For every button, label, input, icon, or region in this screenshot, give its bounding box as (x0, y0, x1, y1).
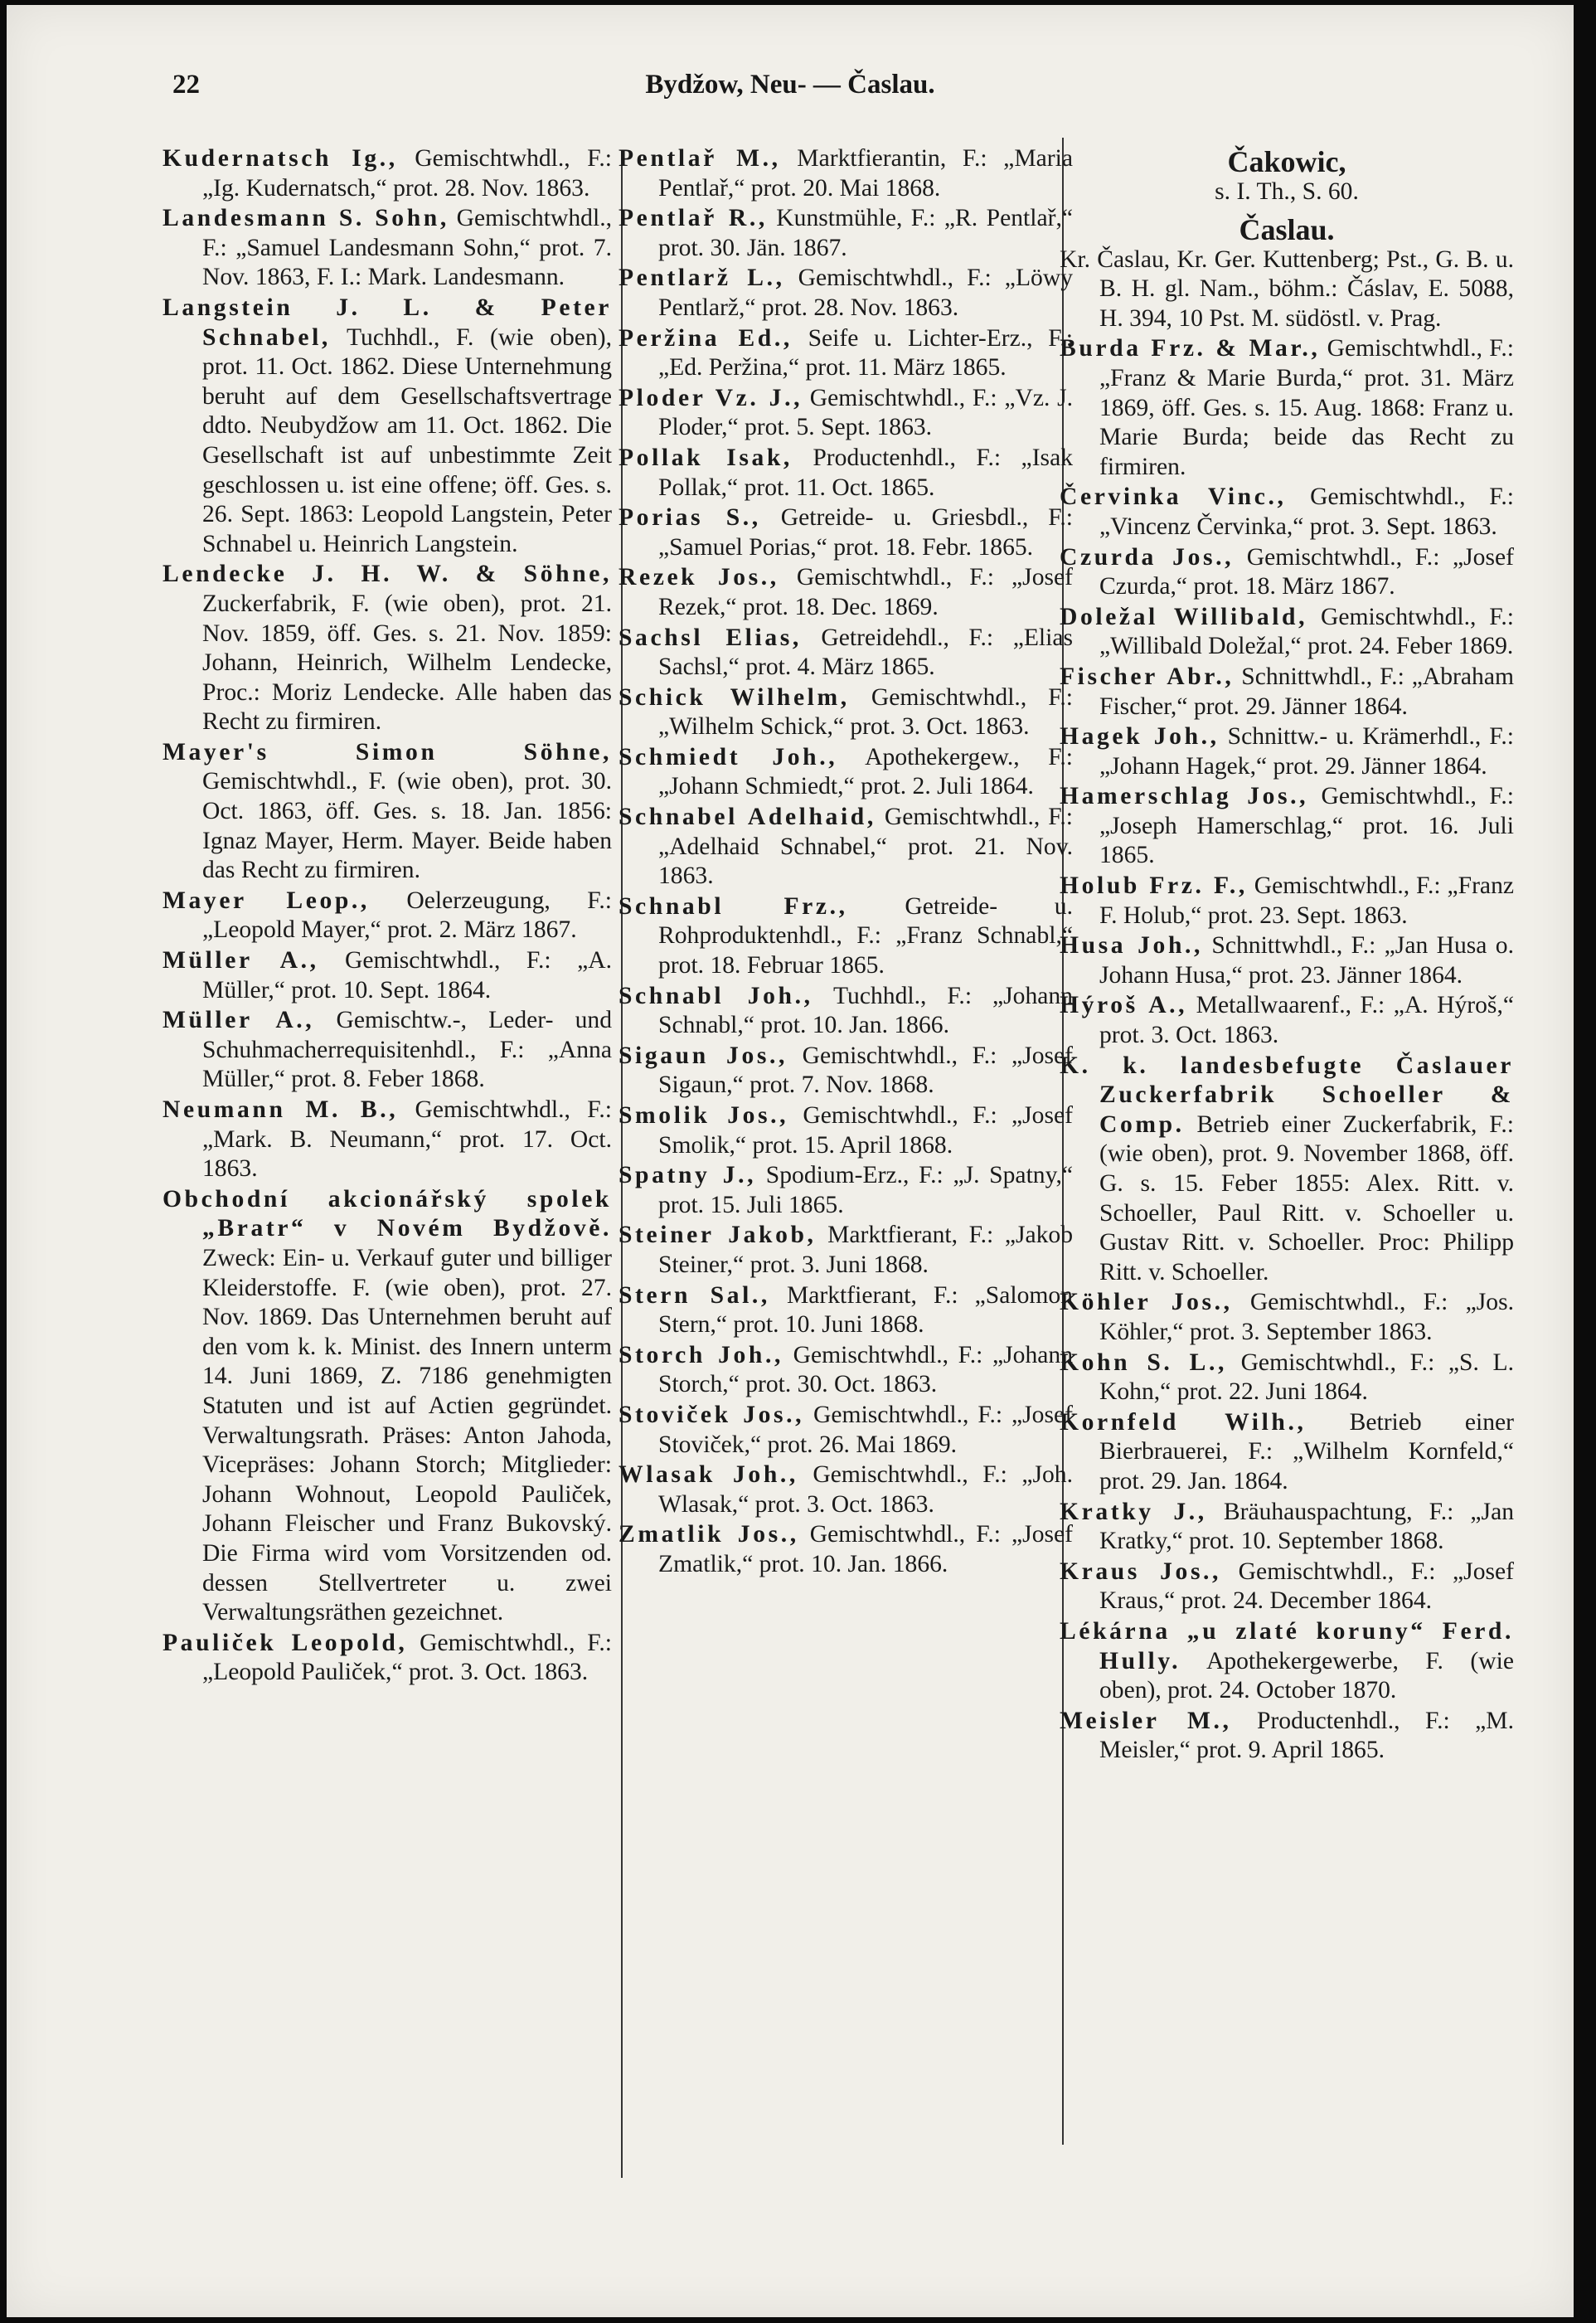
directory-entry (1060, 991, 1514, 1050)
entry-text: Marktfierantin, F.: „Maria Pentlař,“ prot. 20. Mai 1868. (658, 145, 1073, 202)
directory-entry (163, 887, 612, 945)
directory-entry (619, 1101, 1073, 1160)
entry-text: Gemischtwhdl., F.: „Josef Sigaun,“ prot. 7. Nov. 1868. (658, 1042, 1074, 1099)
entry-text: Gemischtwhdl., F.: „A. Müller,“ prot. 10. Sept. 1864. (202, 947, 612, 1004)
entry-name: Hýroš A., (1060, 992, 1188, 1019)
entry-name: Müller A., (163, 947, 319, 974)
town-heading: Časlau. (1239, 212, 1335, 246)
directory-page (7, 5, 1574, 2317)
entry-name: Müller A., (163, 1007, 315, 1034)
entry-name: Holub Frz. F., (1060, 872, 1248, 900)
entry-text: Gemischtwhdl., F.: „Löwy Pentlarž,“ prot. 28. Nov. 1863. (658, 265, 1073, 321)
entry-text: Bräuhauspachtung, F.: „Jan Kratky,“ prot. 10. September 1868. (1099, 1498, 1514, 1555)
directory-entry (1060, 1498, 1514, 1557)
entry-text: Apothekergewerbe, F. (wie oben), prot. 24. October 1870. (1099, 1647, 1514, 1704)
entry-name: K. k. landesbefugte Časlauer Zuckerfabrik Schoeller & Comp. (1060, 1052, 1514, 1138)
directory-entry (619, 743, 1073, 802)
directory-entry (163, 1629, 612, 1688)
entry-text: Apothekergew., F.: „Johann Schmiedt,“ prot. 2. Juli 1864. (658, 743, 1073, 800)
entry-name: Lendecke J. H. W. & Söhne, (163, 561, 612, 588)
entry-name: Obchodní akcionářský spolek „Bratr“ v Novém Bydžově. (163, 1185, 612, 1242)
entry-name: Pentlař M., (619, 145, 781, 172)
entry-name: Meisler M., (1060, 1707, 1232, 1734)
column-2 (619, 144, 1073, 1581)
town-heading: Čakowic, (1227, 145, 1346, 178)
directory-entry (1060, 1707, 1514, 1766)
entry-text: Metallwaarenf., F.: „A. Hýroš,“ prot. 3. Oct. 1863. (1099, 992, 1514, 1049)
entry-name: Kohn S. L., (1060, 1349, 1227, 1376)
entry-name: Lékárna „u zlaté koruny“ Ferd. Hully. (1060, 1617, 1514, 1674)
entry-text: Gemischtwhdl., F.: „Vz. J. Ploder,“ prot. 5. Sept. 1863. (658, 384, 1073, 441)
directory-entry (619, 683, 1073, 742)
entry-name: Porias S., (619, 504, 761, 532)
entry-name: Doležal Willibald, (1060, 603, 1308, 630)
entry-name: Fischer Abr., (1060, 663, 1235, 690)
directory-entry (619, 444, 1073, 503)
entry-text: Gemischtwhdl., F.: „Josef Czurda,“ prot. 18. März 1867. (1099, 543, 1514, 600)
page-header (7, 70, 1574, 119)
directory-entry (619, 1161, 1073, 1220)
column-3-entries (1060, 334, 1514, 1766)
directory-entry (619, 563, 1073, 622)
entry-text: Gemischtwhdl., F.: „S. L. Kohn,“ prot. 22. Juni 1864. (1099, 1349, 1514, 1406)
entry-text: Getreide- u. Rohproduktenhdl., F.: „Franz Schnabl,“ prot. 18. Februar 1865. (658, 892, 1073, 979)
entry-name: Mayer Leop., (163, 887, 370, 914)
entry-text: Schnittwhdl., F.: „Jan Husa o. Johann Husa,“ prot. 23. Jänner 1864. (1099, 932, 1514, 989)
entry-name: Spatny J., (619, 1162, 757, 1189)
directory-entry (619, 1042, 1073, 1101)
entry-name: Landesmann S. Sohn, (163, 205, 449, 232)
entry-name: Köhler Jos., (1060, 1289, 1233, 1316)
directory-entry (1060, 663, 1514, 722)
entry-name: Červinka Vinc., (1060, 484, 1287, 511)
directory-entry (163, 144, 612, 203)
entry-name: Hagek Joh., (1060, 723, 1220, 751)
directory-entry (1060, 603, 1514, 662)
directory-entry (619, 1281, 1073, 1340)
directory-entry (1060, 722, 1514, 781)
entry-text: Marktfierant, F.: „Salomon Stern,“ prot. 10. Juni 1868. (658, 1281, 1073, 1339)
directory-entry (619, 1341, 1073, 1400)
directory-entry (1060, 1288, 1514, 1347)
directory-entry (1060, 872, 1514, 931)
entry-name: Schick Wilhelm, (619, 683, 850, 711)
entry-text: Gemischtwhdl., F.: „Leopold Pauliček,“ prot. 3. Oct. 1863. (202, 1629, 612, 1686)
directory-entry (163, 204, 612, 293)
entry-name: Storch Joh., (619, 1341, 783, 1368)
directory-entry (1060, 1617, 1514, 1706)
entry-text: Gemischtwhdl., F.: „Joh. Wlasak,“ prot. 3. Oct. 1863. (658, 1461, 1073, 1518)
directory-entry (619, 624, 1073, 683)
directory-entry (619, 1221, 1073, 1280)
entry-text: Schnittwhdl., F.: „Abraham Fischer,“ prot. 29. Jänner 1864. (1099, 663, 1514, 720)
entry-text: Gemischtwhdl., F.: „Josef Smolik,“ prot. 15. April 1868. (658, 1102, 1073, 1159)
directory-entry (1060, 483, 1514, 542)
directory-entry (1060, 543, 1514, 602)
entry-name: Neumann M. B., (163, 1096, 399, 1123)
entry-text: Gemischtwhdl., F.: „Vincenz Červinka,“ prot. 3. Sept. 1863. (1099, 484, 1514, 540)
entry-text: Gemischtwhdl., F.: „Adelhaid Schnabel,“ prot. 21. Nov. 1863. (658, 804, 1073, 890)
entry-text: Productenhdl., F.: „Isak Pollak,“ prot. 11. Oct. 1865. (658, 444, 1073, 501)
entry-name: Wlasak Joh., (619, 1461, 798, 1489)
directory-entry (163, 946, 612, 1005)
entry-name: Zmatlik Jos., (619, 1521, 799, 1548)
directory-entry (163, 1185, 612, 1628)
entry-name: Mayer's Simon Söhne, (163, 738, 612, 765)
entry-text: Betrieb einer Zuckerfabrik, F.: (wie oben), prot. 9. November 1868, öff. G. s. 15. Feber 1855: Alex. Ritt. v. Schoeller, Paul Ritt. v. Schoeller u. Gustav Ritt. v. Schoeller. Proc: Philipp Ritt. v. Schoeller. (1099, 1110, 1514, 1285)
entry-name: Steiner Jakob, (619, 1222, 817, 1249)
entry-text: Gemischtwhdl., F.: „Ig. Kudernatsch,“ prot. 28. Nov. 1863. (202, 145, 612, 202)
entry-name: Stern Sal., (619, 1281, 770, 1309)
town-intro: Kr. Časlau, Kr. Ger. Kuttenberg; Pst., G. B. u. B. H. gl. Nam., böhm.: Čáslav, E. 5088, H. 394, 10 Pst. M. südöstl. v. Prag. (1060, 245, 1514, 332)
column-1 (163, 144, 612, 1689)
entry-name: Pentlař R., (619, 205, 768, 232)
directory-entry (1060, 1052, 1514, 1288)
entry-name: Hamerschlag Jos., (1060, 783, 1309, 810)
entry-name: Stoviček Jos., (619, 1401, 805, 1428)
directory-entry (619, 503, 1073, 562)
entry-name: Ploder Vz. J., (619, 384, 803, 411)
entry-name: Schnabl Joh., (619, 982, 813, 1009)
directory-entry (163, 560, 612, 737)
entry-name: Burda Frz. & Mar., (1060, 335, 1321, 362)
entry-text: Gemischtwhdl., F.: „Josef Rezek,“ prot. 18. Dec. 1869. (658, 564, 1073, 620)
entry-name: Peržina Ed., (619, 324, 793, 352)
directory-entry (163, 294, 612, 559)
directory-entry (1060, 931, 1514, 990)
entry-text: Gemischtwhdl., F.: „Franz & Marie Burda,“ prot. 31. März 1869, öff. Ges. s. 15. Aug. 1868: Franz u. Marie Burda; beide das Recht zu firmiren. (1099, 335, 1514, 480)
directory-entry (619, 324, 1073, 383)
entry-name: Schmiedt Joh., (619, 743, 838, 770)
directory-entry (619, 204, 1073, 263)
directory-entry (1060, 782, 1514, 871)
directory-entry (619, 803, 1073, 892)
entry-name: Husa Joh., (1060, 932, 1204, 960)
entry-text: Gemischtwhdl., F.: „Josef Stoviček,“ prot. 26. Mai 1869. (658, 1401, 1073, 1458)
entry-text: Gemischtwhdl., F.: „Samuel Landesmann Sohn,“ prot. 7. Nov. 1863, F. I.: Mark. Landesmann. (202, 205, 612, 291)
entry-name: Kratky J., (1060, 1498, 1207, 1525)
entry-name: Kornfeld Wilh., (1060, 1408, 1307, 1436)
directory-entry (1060, 1558, 1514, 1616)
entry-name: Langstein J. L. & Peter Schnabel, (163, 294, 612, 351)
entry-text: Kunstmühle, F.: „R. Pentlař,“ prot. 30. Jän. 1867. (658, 205, 1073, 261)
entry-text: Spodium-Erz., F.: „J. Spatny,“ prot. 15. Juli 1865. (658, 1162, 1073, 1218)
directory-entry (1060, 1349, 1514, 1407)
directory-entry (619, 384, 1073, 443)
entry-name: Rezek Jos., (619, 564, 779, 591)
entry-name: Kraus Jos., (1060, 1558, 1222, 1585)
directory-entry (619, 982, 1073, 1041)
entry-text: Gemischtwhdl., F.: „Willibald Doležal,“ prot. 24. Feber 1869. (1099, 603, 1514, 660)
entry-name: Schnabl Frz., (619, 892, 848, 920)
directory-entry (163, 738, 612, 886)
entry-text: Gemischtwhdl., F.: „Wilhelm Schick,“ prot. 3. Oct. 1863. (658, 683, 1073, 741)
entry-text: Gemischtw.-, Leder- und Schuhmacherrequisitenhdl., F.: „Anna Müller,“ prot. 8. Feber 1868. (202, 1007, 612, 1093)
entry-text: Gemischtwhdl., F.: „Johann Storch,“ prot. 30. Oct. 1863. (658, 1341, 1073, 1398)
directory-entry (619, 144, 1073, 203)
entry-name: Pauliček Leopold, (163, 1629, 408, 1656)
entry-name: Smolik Jos., (619, 1102, 789, 1129)
entry-text: Gemischtwhdl., F.: „Josef Zmatlik,“ prot. 10. Jan. 1866. (658, 1521, 1074, 1577)
entry-name: Sachsl Elias, (619, 624, 802, 651)
entry-name: Sigaun Jos., (619, 1042, 788, 1069)
column-3 (1060, 144, 1514, 1767)
directory-entry (1060, 334, 1514, 482)
entry-text: Betrieb einer Bierbrauerei, F.: „Wilhelm Kornfeld,“ prot. 29. Jan. 1864. (1099, 1408, 1514, 1494)
directory-entry (1060, 1408, 1514, 1497)
directory-entry (619, 892, 1073, 981)
entry-text: Schnittw.- u. Krämerhdl., F.: „Johann Hagek,“ prot. 29. Jänner 1864. (1099, 723, 1514, 780)
entry-text: Zuckerfabrik, F. (wie oben), prot. 21. Nov. 1859, öff. Ges. s. 21. Nov. 1859: Johann, Heinrich, Wilhelm Lendecke, Proc.: Moriz Lendecke. Alle haben das Recht zu firmiren. (202, 590, 612, 736)
entry-text: Gemischtwhdl., F.: „Franz F. Holub,“ prot. 23. Sept. 1863. (1099, 872, 1514, 929)
entry-text: Gemischtwhdl., F.: „Joseph Hamerschlag,“ prot. 16. Juli 1865. (1099, 783, 1514, 869)
entry-text: Tuchhdl., F. (wie oben), prot. 11. Oct. 1862. Diese Unternehmung beruht auf dem Gesellschaftsvertrage ddto. Neubydžow am 11. Oct. 1862. Die Gesellschaft ist auf unbestimmte Zeit geschlossen u. ist eine offene; öff. Ges. s. 26. Sept. 1863: Leopold Langstein, Peter Schnabel u. Heinrich Langstein. (202, 323, 612, 557)
entry-text: Gemischtwhdl., F.: „Josef Kraus,“ prot. 24. December 1864. (1099, 1558, 1514, 1615)
directory-entry (619, 264, 1073, 323)
page-number: 22 (172, 70, 200, 100)
directory-entry (163, 1006, 612, 1095)
entry-text: Tuchhdl., F.: „Johann Schnabl,“ prot. 10. Jan. 1866. (658, 982, 1073, 1039)
entry-text: Gemischtwhdl., F.: „Jos. Köhler,“ prot. 3. September 1863. (1099, 1289, 1514, 1345)
entry-text: Gemischtwhdl., F.: „Mark. B. Neumann,“ prot. 17. Oct. 1863. (202, 1096, 612, 1183)
entry-name: Czurda Jos., (1060, 543, 1235, 571)
town-subtitle: s. I. Th., S. 60. (1215, 178, 1359, 205)
directory-entry (619, 1520, 1073, 1579)
entry-text: Productenhdl., F.: „M. Meisler,“ prot. 9. April 1865. (1099, 1707, 1514, 1764)
entry-text: Marktfierant, F.: „Jakob Steiner,“ prot. 3. Juni 1868. (658, 1222, 1074, 1278)
entry-text: Zweck: Ein- u. Verkauf guter und billiger Kleiderstoffe. F. (wie oben), prot. 27. Nov. 1869. Das Unternehmen beruht auf den vom k. k. Minist. des Innern unterm 14. Juni 1869, Z. 7186 genehmigten Statuten und ist auf Actien gegründet. Verwaltungsrath. Präses: Anton Jahoda, Vicepräses: Johann Storch; Mitglieder: Johann Wohnout, Leopold Pauliček, Johann Fleischer und Franz Bukovský. Die Firma wird vom Vorsitzenden od. dessen Stellvertreter u. zwei Verwaltungsräthen gezeichnet. (202, 1244, 612, 1626)
entry-name: Pollak Isak, (619, 444, 793, 471)
entry-text: Seife u. Lichter-Erz., F.: „Ed. Peržina,“ prot. 11. März 1865. (658, 324, 1073, 381)
entry-name: Kudernatsch Ig., (163, 145, 398, 172)
entry-name: Pentlarž L., (619, 265, 785, 292)
entry-text: Gemischtwhdl., F. (wie oben), prot. 30. Oct. 1863, öff. Ges. s. 18. Jan. 1856: Ignaz Mayer, Herm. Mayer. Beide haben das Recht zu firmiren. (202, 768, 612, 884)
entry-name: Schnabel Adelhaid, (619, 804, 876, 831)
directory-entry (163, 1096, 612, 1184)
directory-entry (619, 1401, 1073, 1460)
directory-entry (619, 1460, 1073, 1519)
running-title: Bydžow, Neu- — Časlau. (645, 70, 935, 100)
entry-text: Getreidehdl., F.: „Elias Sachsl,“ prot. 4. März 1865. (658, 624, 1073, 681)
entry-text: Oelerzeugung, F.: „Leopold Mayer,“ prot. 2. März 1867. (202, 887, 612, 944)
entry-text: Getreide- u. Griesbdl., F.: „Samuel Porias,“ prot. 18. Febr. 1865. (658, 504, 1073, 561)
